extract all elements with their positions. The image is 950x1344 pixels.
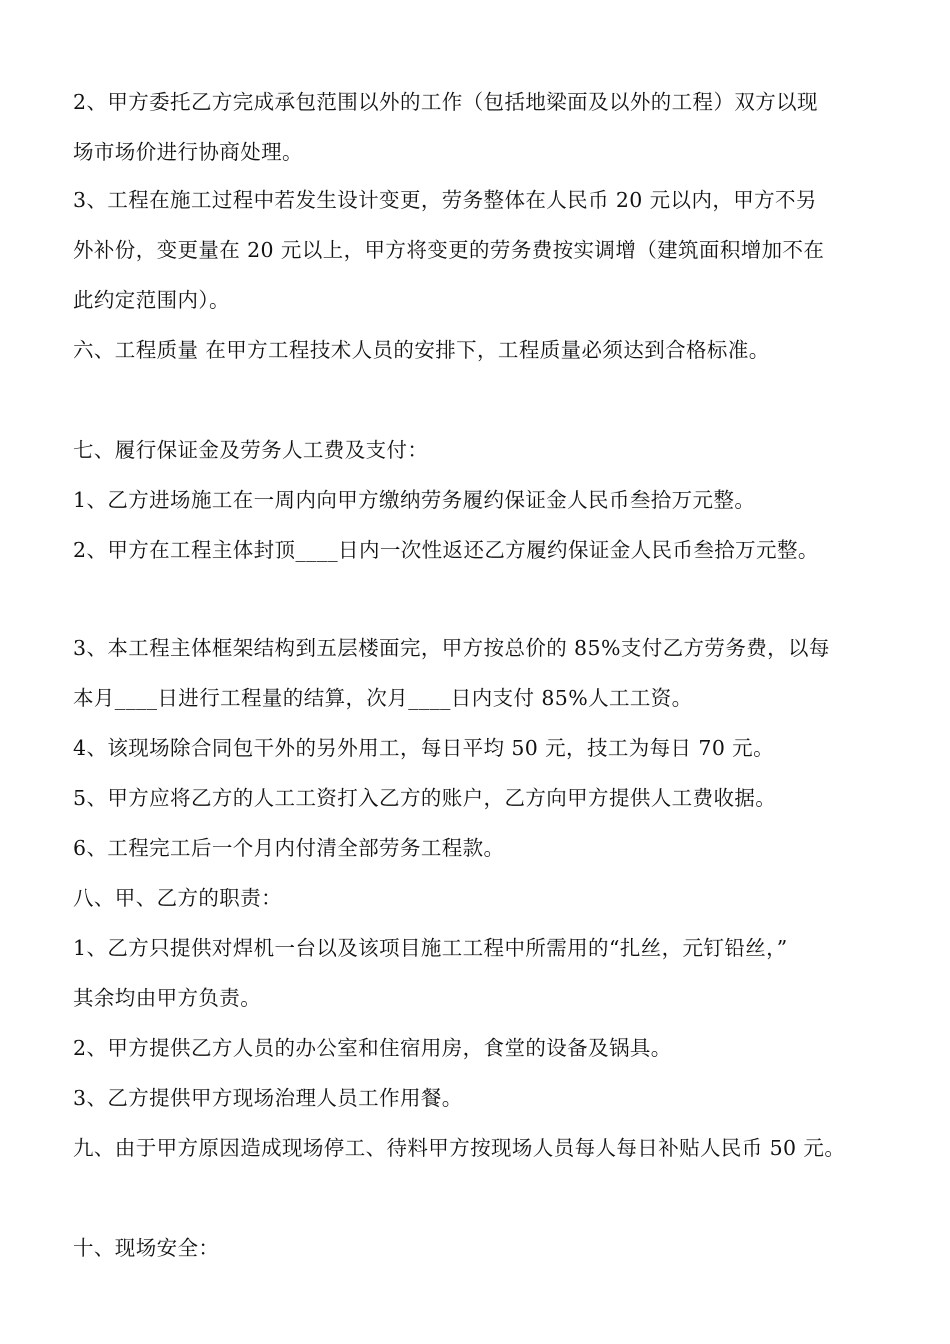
section-10-heading: 十、现场安全： [73, 1236, 220, 1260]
clause-5-2-line-1: 2、甲方委托乙方完成承包范围以外的工作（包括地梁面及以外的工程）双方以现 [73, 90, 818, 114]
clause-5-3-line-3: 此约定范围内）。 [73, 288, 230, 312]
section-9: 九、由于甲方原因造成现场停工、待料甲方按现场人员每人每日补贴人民币 50 元。 [73, 1136, 846, 1160]
clause-5-3-line-1: 3、工程在施工过程中若发生设计变更，劳务整体在人民币 20 元以内，甲方不另 [73, 188, 817, 212]
clause-7-5: 5、甲方应将乙方的人工工资打入乙方的账户，乙方向甲方提供人工费收据。 [73, 786, 777, 810]
clause-8-1-line-2: 其余均由甲方负责。 [73, 986, 262, 1010]
clause-7-4: 4、该现场除合同包干外的另外用工，每日平均 50 元，技工为每日 70 元。 [73, 736, 774, 760]
clause-7-6: 6、工程完工后一个月内付清全部劳务工程款。 [73, 836, 505, 860]
clause-7-1: 1、乙方进场施工在一周内向甲方缴纳劳务履约保证金人民币叁拾万元整。 [73, 488, 756, 512]
clause-8-1-line-1: 1、乙方只提供对焊机一台以及该项目施工工程中所需用的“扎丝，元钉铅丝，” [73, 936, 788, 960]
clause-5-3-line-2: 外补份，变更量在 20 元以上，甲方将变更的劳务费按实调增（建筑面积增加不在 [73, 238, 825, 262]
clause-8-3: 3、乙方提供甲方现场治理人员工作用餐。 [73, 1086, 463, 1110]
clause-7-3-line-1: 3、本工程主体框架结构到五层楼面完，甲方按总价的 85%支付乙方劳务费，以每 [73, 636, 830, 660]
clause-7-2: 2、甲方在工程主体封顶____日内一次性返还乙方履约保证金人民币叁拾万元整。 [73, 538, 819, 562]
clause-7-3-line-2: 本月____日进行工程量的结算，次月____日内支付 85%人工工资。 [73, 686, 693, 710]
clause-8-2: 2、甲方提供乙方人员的办公室和住宿用房，食堂的设备及锅具。 [73, 1036, 672, 1060]
section-6-quality: 六、工程质量 在甲方工程技术人员的安排下，工程质量必须达到合格标准。 [73, 338, 770, 362]
section-8-heading: 八、甲、乙方的职责： [73, 886, 282, 910]
section-7-heading: 七、履行保证金及劳务人工费及支付： [73, 438, 429, 462]
clause-5-2-line-2: 场市场价进行协商处理。 [73, 140, 303, 164]
